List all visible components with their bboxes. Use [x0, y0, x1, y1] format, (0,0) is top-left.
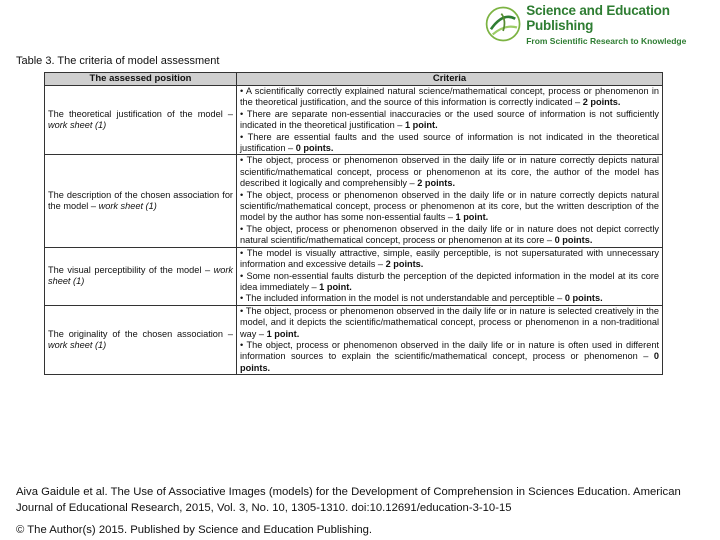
- criterion-item: • A scientifically correctly explained natural science/mathematical concept, process or phenomenon in the theoretical justification, and the source of this information is correctly indicated – 2 points.: [240, 86, 659, 108]
- criterion-item: • The object, process or phenomenon observed in the daily life or in nature does not depict correctly natural scientific/mathematical concept, process or phenomenon at its core – 0 points.: [240, 223, 659, 246]
- column-header-criteria: Criteria: [237, 73, 663, 86]
- assessed-position-cell: [45, 86, 237, 155]
- globe-leaf-icon: [484, 2, 522, 46]
- table-caption: Table 3. The criteria of model assessment: [16, 55, 220, 67]
- position-reference: work sheet (1): [48, 264, 233, 287]
- criteria-cell: [237, 305, 663, 374]
- publisher-name: Science and Education Publishing: [526, 2, 670, 33]
- criterion-item: • The object, process or phenomenon observed in the daily life or in nature is often used in different information sources to explain the scientific/mathematical concept, process or phenomenon – 0 points.: [240, 339, 659, 373]
- criterion-points: 1 point.: [455, 212, 489, 223]
- criteria-cell: [237, 247, 663, 305]
- criterion-item: • The object, process or phenomenon observed in the daily life or in nature correctly depicts natural scientific/mathematical concept, process or phenomenon at its core, the author of the model has described it logically and comprehensibly – 2 points.: [240, 155, 659, 189]
- table-row: [45, 247, 663, 305]
- criterion-points: 0 points.: [554, 235, 593, 246]
- criteria-table: [44, 72, 663, 375]
- assessed-position-cell: [45, 247, 237, 305]
- position-reference: work sheet (1): [48, 339, 107, 350]
- position-text: The visual perceptibility of the model –: [48, 264, 211, 275]
- table-header-row: [45, 73, 663, 86]
- criterion-item: • The included information in the model is not understandable and perceptible – 0 points.: [240, 293, 603, 304]
- position-text: The originality of the chosen association –: [48, 328, 233, 339]
- assessed-position-cell: [45, 155, 237, 247]
- publisher-logo: [484, 2, 712, 46]
- criterion-points: 0 points.: [295, 143, 334, 154]
- criterion-points: 0 points.: [240, 351, 659, 373]
- criterion-points: 1 point.: [319, 281, 352, 292]
- table-row: [45, 86, 663, 155]
- position-reference: work sheet (1): [98, 201, 157, 212]
- copyright-notice: © The Author(s) 2015. Published by Science and Education Publishing.: [16, 524, 373, 536]
- table-row: [45, 155, 663, 247]
- criterion-points: 1 point.: [266, 328, 300, 339]
- position-text: The description of the chosen association for the model –: [48, 189, 233, 212]
- assessed-position-cell: [45, 305, 237, 374]
- table-row: [45, 305, 663, 374]
- criterion-item: • The model is visually attractive, simple, easily perceptible, is not supersaturated with unnecessary information and excessive details – 2 points.: [240, 247, 659, 270]
- position-text: The theoretical justification of the model –: [48, 108, 233, 119]
- criterion-item: • The object, process or phenomenon observed in the daily life or in nature correctly depicts natural scientific/mathematical concept, process or phenomenon at its core, but the written description of the model by the author has some non-essential faults – 1 point.: [240, 189, 659, 223]
- article-citation: Aiva Gaidule et al. The Use of Associative Images (models) for the Development of Comprehension in Sciences Education. American Journal of Educational Research, 2015, Vol. 3, No. 10, 1305-1310. doi:10.12691/education-3-10-15: [16, 486, 681, 514]
- criterion-item: • There are separate non-essential inaccuracies or the used source of information is not sufficiently indicated in the theoretical justification – 1 point.: [240, 108, 659, 131]
- criteria-cell: [237, 86, 663, 155]
- criterion-item: • Some non-essential faults disturb the perception of the depicted information in the model at its core idea immediately – 1 point.: [240, 270, 659, 292]
- criterion-points: 2 points.: [385, 259, 424, 270]
- criterion-points: 1 point.: [404, 120, 438, 131]
- criterion-item: • The object, process or phenomenon observed in the daily life or in nature is selected creatively in the model, and it depicts the scientific/mathematical concept, process or phenomenon in a non-traditional way – 1 point.: [240, 305, 659, 339]
- criterion-points: 2 points.: [417, 178, 456, 189]
- publisher-tagline: From Scientific Research to Knowledge: [526, 35, 687, 46]
- criterion-points: 2 points.: [582, 97, 621, 108]
- column-header-position: The assessed position: [45, 73, 237, 86]
- criterion-item: • There are essential faults and the used source of information is not indicated in the theoretical justification – 0 points.: [240, 131, 659, 154]
- position-reference: work sheet (1): [48, 120, 107, 131]
- criterion-points: 0 points.: [564, 293, 603, 304]
- criteria-cell: [237, 155, 663, 247]
